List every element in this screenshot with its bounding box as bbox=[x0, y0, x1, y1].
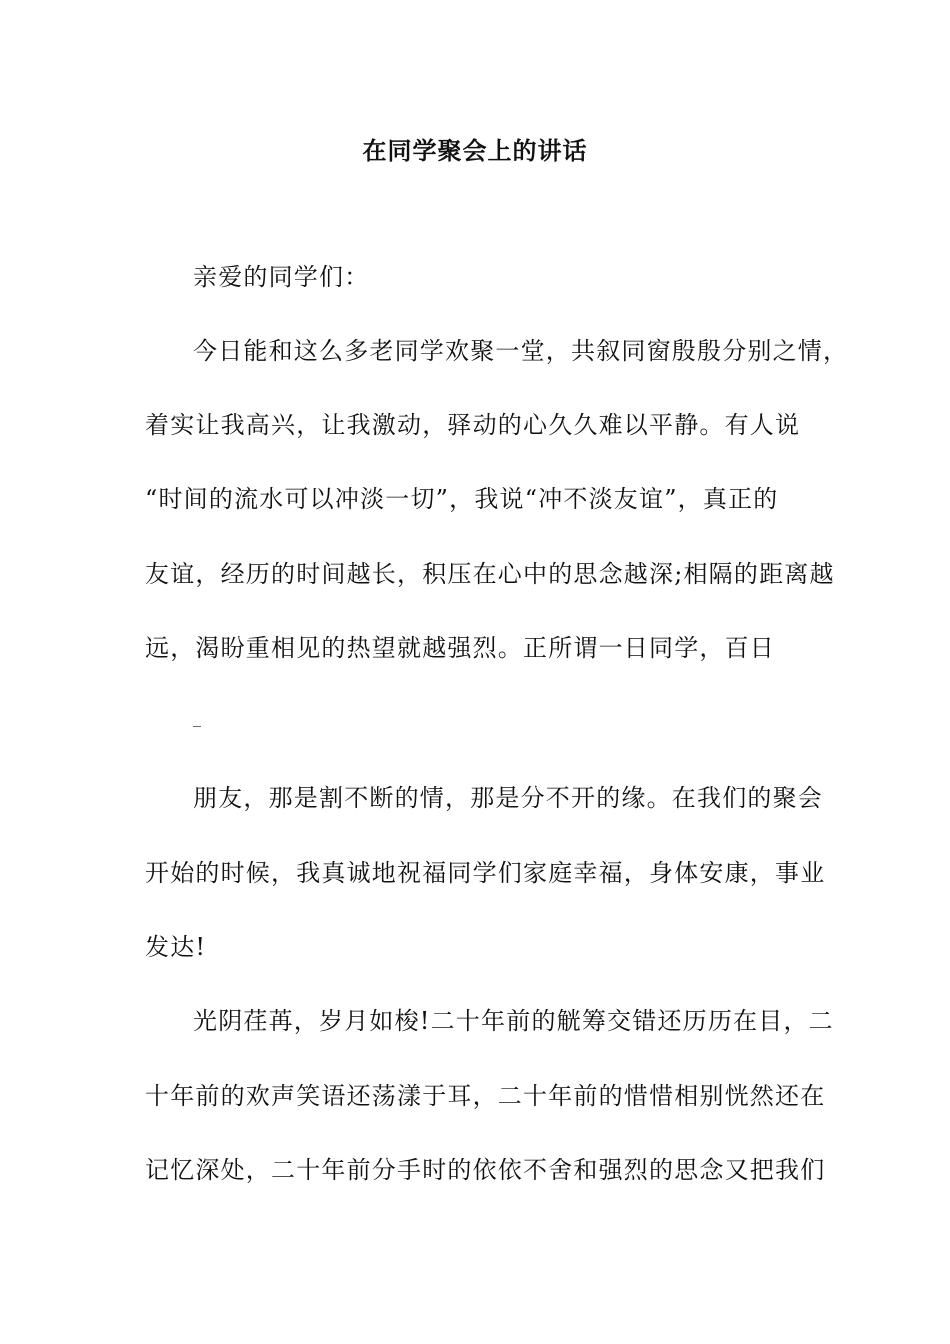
salutation: 亲爱的同学们： bbox=[193, 263, 370, 291]
paragraph-line: 朋友，那是割不断的情，那是分不开的缘。在我们的聚会 bbox=[193, 784, 823, 812]
paragraph-line: 十年前的欢声笑语还荡漾于耳，二十年前的惜惜相别恍然还在 bbox=[145, 1082, 826, 1110]
paragraph-line: 远，渴盼重相见的热望就越强烈。正所谓一日同学，百日 bbox=[145, 634, 775, 662]
paragraph-line: 发达! bbox=[145, 933, 207, 961]
paragraph-line: 友谊，经历的时间越长，积压在心中的思念越深;相隔的距离越 bbox=[145, 560, 835, 588]
paragraph-line: 着实让我高兴，让我激动，驿动的心久久难以平静。有人说 bbox=[145, 411, 801, 439]
paragraph-line: 光阴荏苒，岁月如梭!二十年前的觥筹交错还历历在目，二 bbox=[193, 1007, 834, 1035]
document-title: 在同学聚会上的讲话 bbox=[362, 136, 588, 165]
underscore-mark: _ bbox=[193, 708, 203, 727]
paragraph-line: 记忆深处，二十年前分手时的依依不舍和强烈的思念又把我们 bbox=[145, 1156, 826, 1184]
paragraph-line: 今日能和这么多老同学欢聚一堂，共叙同窗殷殷分别之情， bbox=[193, 337, 849, 365]
paragraph-line: “时间的流水可以冲淡一切”，我说“冲不淡友谊”，真正的 bbox=[145, 485, 779, 513]
paragraph-line: 开始的时候，我真诚地祝福同学们家庭幸福，身体安康，事业 bbox=[145, 859, 826, 887]
